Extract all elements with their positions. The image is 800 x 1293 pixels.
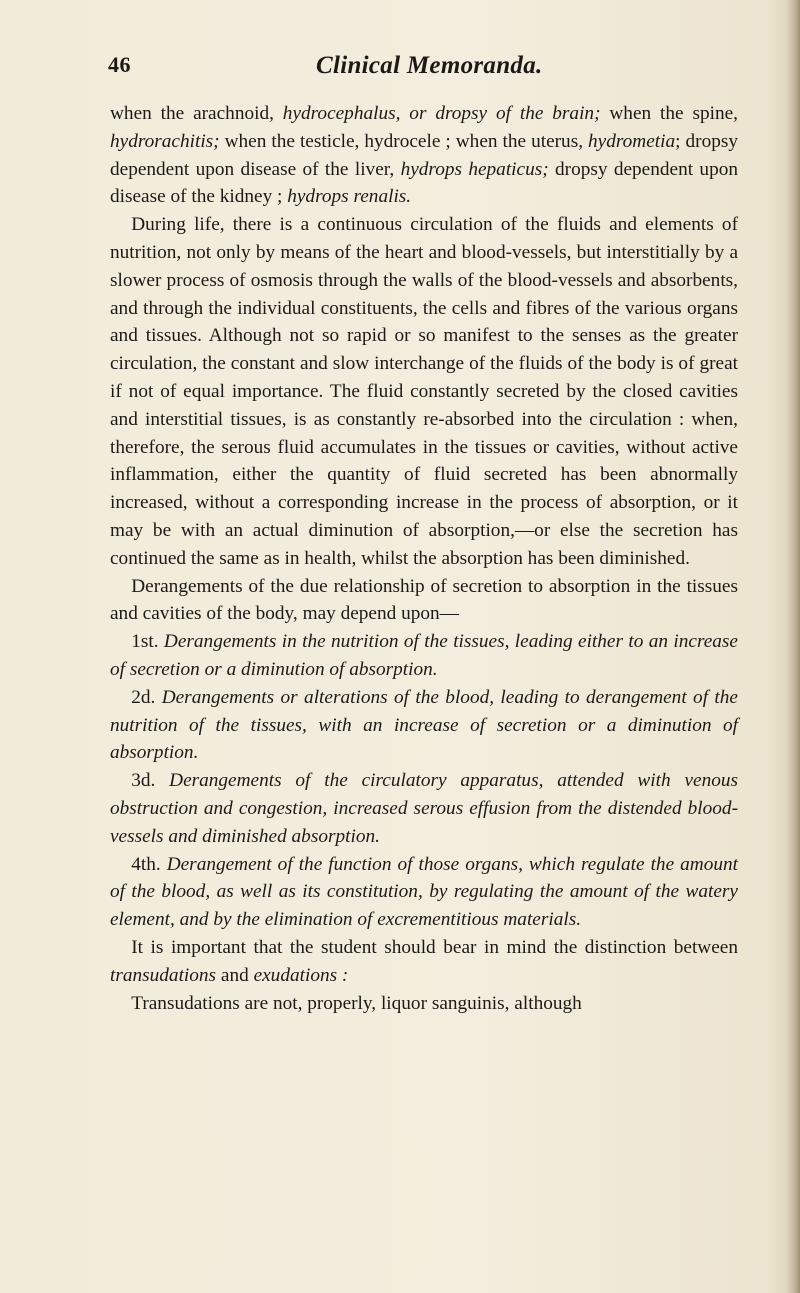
page-edge-shadow: [786, 0, 800, 1293]
list-item-text: Derangement of the function of those organs, which regulate the amount of the blood, as well as its constitution, by regulating the amount of the watery element, and by the elimination of excrementitious materials.: [110, 853, 738, 931]
text-segment: when the arachnoid,: [110, 103, 283, 124]
paragraph-transudations: Transudations are not, properly, liquor sanguinis, although: [131, 992, 582, 1014]
list-item: [110, 851, 738, 934]
paragraph-circulation: During life, there is a continuous circulation of the fluids and elements of nutrition, not only by means of the heart and blood-vessels, but interstitially by a slower process of osmosis through the walls of the blood-vessels and absorbents, and through the individual constituents, the cells and fibres of the various organs and tissues. Although not so rapid or so manifest to the senses as the greater circulation, the constant and slow interchange of the fluids of the body is of great if not of equal importance. The fluid constantly secreted by the closed cavities and interstitial tissues, is as constantly re-absorbed into the circulation : when, therefore, the serous fluid accumulates in the tissues or cavities, without active inflammation, either the quantity of fluid secreted has been abnormally increased, without a corresponding increase in the process of absorption, or it may be with an actual diminution of absorption,—or else the secretion has continued the same as in health, whilst the absorption has been diminished.: [110, 214, 738, 569]
list-item-number: 2d.: [131, 686, 162, 708]
text-segment: dropsy dependent upon disease of the kidney ;: [110, 158, 738, 208]
text-segment: when the testicle, hydrocele ; when the uterus,: [219, 130, 589, 152]
text-segment: when the spine,: [600, 103, 738, 124]
list-item-number: 1st.: [131, 631, 164, 653]
term-hydrops-renalis: hydrops renalis.: [287, 186, 412, 208]
term-hydrometia: hydrometia: [588, 130, 676, 152]
term-hydrocephalus: hydrocephalus, or dropsy of the brain;: [282, 103, 601, 124]
text-segment: ; dropsy dependent upon disease of the liver,: [110, 130, 738, 180]
list-item-number: 4th.: [131, 853, 167, 875]
term-hydrorachitis: hydrorachitis;: [110, 130, 220, 152]
list-item-text: Derangements in the nutrition of the tissues, leading either to an increase of secretion or a diminution of absorption.: [110, 631, 738, 680]
list-item-text: Derangements of the circulatory apparatus, attended with venous obstruction and congestion, increased serous effusion from the distended blood-vessels and diminished absorption.: [110, 770, 738, 847]
list-item: [110, 684, 738, 767]
text-segment: It is important that the student should bear in mind the distinction between: [131, 936, 738, 958]
page-number: 46: [108, 52, 131, 77]
running-title: Clinical Memoranda.: [316, 52, 543, 79]
paragraph-dropsy-types: [110, 100, 738, 211]
list-item: [110, 628, 738, 684]
list-item: [110, 767, 738, 850]
paragraph-distinction: [110, 934, 738, 990]
body-text: [110, 100, 738, 1017]
term-transudations: transudations: [110, 964, 217, 986]
list-item-number: 3d.: [131, 770, 170, 792]
text-segment: and: [216, 964, 254, 986]
term-exudations: exudations :: [253, 964, 349, 986]
list-item-text: Derangements or alterations of the blood, leading to derangement of the nutrition of the tissues, with an increase of secretion or a diminution of absorption.: [110, 686, 738, 764]
paragraph-derangements-intro: Derangements of the due relationship of secretion to absorption in the tissues and cavities of the body, may depend upon—: [110, 575, 738, 625]
page-header: [108, 52, 708, 82]
term-hydrops-hepaticus: hydrops hepaticus;: [400, 158, 549, 180]
